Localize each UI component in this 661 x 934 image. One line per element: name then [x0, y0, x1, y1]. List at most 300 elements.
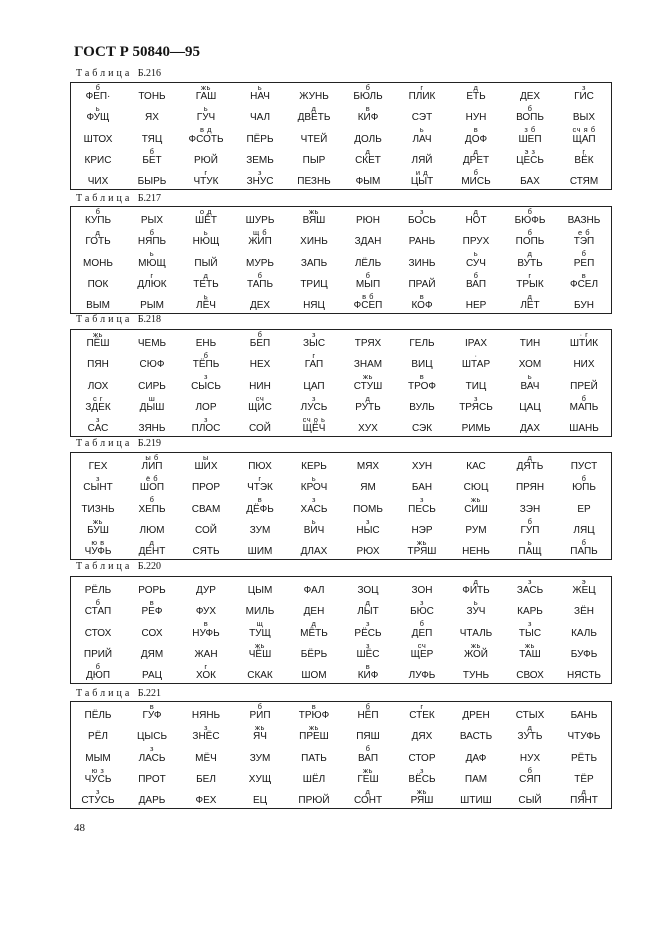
table-word: РЮН: [356, 215, 380, 227]
transcription-marks: жь: [309, 723, 319, 733]
table-word: СЯП: [519, 773, 541, 785]
table-word: СЮЦ: [463, 482, 489, 494]
table-cell: [503, 83, 557, 104]
table-word: ЖИП: [248, 236, 272, 248]
table-cell: [125, 372, 179, 393]
table-cell: [503, 168, 557, 189]
table-word: ФУХ: [195, 606, 217, 618]
table-word: ЛЕТ: [520, 300, 540, 311]
table-cell: [395, 415, 449, 436]
table-cell: [557, 517, 611, 538]
transcription-marks: б: [473, 167, 479, 177]
table-word: СЯТЬ: [192, 546, 220, 557]
table-cell: [395, 292, 449, 313]
table-cell: [179, 415, 233, 436]
table-word: СИРЬ: [138, 380, 166, 392]
transcription-marks: жь: [417, 786, 427, 796]
table-cell: [449, 538, 503, 559]
table-caption-word: Таблица: [76, 314, 138, 325]
table-word: РЁЛ: [88, 731, 108, 743]
table-word: ДЕХ: [519, 91, 541, 103]
transcription-marks: д: [527, 291, 533, 301]
table-cell: [449, 330, 503, 351]
word-grid: [71, 207, 611, 313]
table-cell: [449, 168, 503, 189]
transcription-marks: жь: [525, 640, 535, 650]
table-cell: [179, 766, 233, 787]
table-cell: [233, 228, 287, 249]
transcription-marks: з: [204, 414, 208, 424]
transcription-marks: в: [419, 291, 425, 301]
table-word: ФУЩ: [86, 112, 110, 124]
table-cell: [287, 495, 341, 516]
transcription-marks: г: [420, 702, 424, 711]
table-word: ХИНЬ: [300, 236, 328, 248]
table-cell: [233, 394, 287, 415]
table-cell: [287, 598, 341, 619]
transcription-marks: з: [528, 619, 532, 629]
table-cell: [341, 394, 395, 415]
table-word: РИП: [249, 710, 271, 722]
table-word: СВАМ: [191, 503, 221, 515]
table-word: ПРЯН: [515, 482, 545, 494]
transcription-marks: г: [150, 270, 154, 280]
table-word: МЁЧ: [195, 752, 217, 764]
table-word: ДЯХ: [411, 731, 433, 743]
table-cell: [395, 598, 449, 619]
table-cell: [125, 292, 179, 313]
table-cell: [287, 453, 341, 474]
transcription-marks: сч я б: [572, 125, 596, 135]
table-word: ГАШ: [195, 91, 217, 103]
table-word: ЧТАЛЬ: [459, 627, 493, 639]
table-cell: [557, 104, 611, 125]
table-word: ПЯНТ: [570, 795, 598, 806]
table-cell: [125, 351, 179, 372]
table-word: ЛОР: [195, 401, 217, 413]
table-cell: [341, 495, 395, 516]
table-word: ШЁЛ: [302, 773, 326, 785]
transcription-marks: д: [527, 723, 533, 733]
table-word: ДЯМ: [140, 648, 164, 660]
table-cell: [233, 517, 287, 538]
table-cell: [287, 207, 341, 228]
table-word: ЯМ: [360, 482, 376, 494]
table-cell: [395, 766, 449, 787]
table-word: МОНЬ: [83, 257, 113, 269]
table-cell: [503, 125, 557, 146]
table-number: Б.216: [137, 68, 162, 79]
table-word: МАПЬ: [569, 401, 599, 413]
table-word: РЕП: [573, 257, 595, 269]
table-cell: [179, 662, 233, 683]
table-cell: [233, 168, 287, 189]
table-word: ЩИС: [248, 401, 272, 413]
table-cell: [179, 744, 233, 765]
table-cell: [287, 168, 341, 189]
table-word: БАН: [411, 482, 433, 494]
table-word: ЦАЦ: [519, 401, 541, 413]
table-word: ЗУМ: [249, 752, 271, 764]
transcription-marks: з: [96, 786, 100, 796]
table-cell: [449, 394, 503, 415]
transcription-marks: ы б: [145, 453, 159, 462]
table-word: ТУНЬ: [462, 670, 490, 681]
table-cell: [557, 787, 611, 808]
transcription-marks: ы: [203, 453, 209, 462]
table-word: ЛЯЦ: [573, 524, 595, 536]
table-cell: [233, 104, 287, 125]
table-word: ПЯШ: [356, 731, 380, 743]
table-cell: [557, 83, 611, 104]
table-word: ЦЫТ: [410, 176, 434, 187]
transcription-marks: з: [420, 207, 424, 216]
table-word: РЮЙ: [194, 154, 218, 166]
table-cell: [449, 228, 503, 249]
table-word: ГЕЛЬ: [409, 338, 435, 350]
table-word: РУТЬ: [355, 401, 381, 413]
table-cell: [71, 147, 125, 168]
table-word: НЮЩ: [192, 236, 220, 248]
table-cell: [557, 598, 611, 619]
table-word: ЦЕСЬ: [516, 154, 544, 166]
table-cell: [179, 292, 233, 313]
table-cell: [503, 249, 557, 270]
table-word: НЕХ: [249, 359, 271, 371]
table-cell: [557, 577, 611, 598]
table-cell: [287, 271, 341, 292]
table-word: ЛАСЬ: [138, 752, 166, 764]
table-cell: [449, 249, 503, 270]
table-word: ПРУХ: [462, 236, 490, 248]
table-cell: [395, 577, 449, 598]
table-cell: [395, 249, 449, 270]
table-cell: [233, 207, 287, 228]
table-word: СЫСЬ: [191, 380, 221, 392]
table-cell: [71, 228, 125, 249]
table-word: ПОМЬ: [353, 503, 383, 515]
table-word: ГУФ: [142, 710, 162, 722]
table-word: ШИХ: [194, 461, 218, 473]
table-caption: [76, 193, 161, 204]
transcription-marks: з: [96, 414, 100, 424]
table-word: ФИТЬ: [462, 585, 490, 597]
table-cell: [125, 147, 179, 168]
transcription-marks: б: [527, 516, 533, 526]
table-word: ЩЕР: [410, 648, 434, 660]
table-cell: [125, 723, 179, 744]
table-cell: [287, 577, 341, 598]
table-word: ЯЧ: [253, 731, 267, 743]
table-cell: [71, 394, 125, 415]
transcription-marks: д: [311, 104, 317, 114]
table-word: ЖОЙ: [464, 648, 488, 660]
table-cell: [449, 104, 503, 125]
table-word: МЯХ: [356, 461, 380, 473]
word-table: [70, 206, 612, 314]
table-cell: [503, 766, 557, 787]
table-cell: [341, 83, 395, 104]
table-word: ТРЮФ: [298, 710, 330, 722]
table-word: ШУРЬ: [245, 215, 275, 227]
table-word: ЧТЭК: [247, 482, 273, 494]
table-cell: [395, 641, 449, 662]
table-word: СОХ: [141, 627, 163, 639]
table-cell: [395, 662, 449, 683]
table-cell: [395, 702, 449, 723]
table-cell: [287, 619, 341, 640]
table-cell: [125, 702, 179, 723]
transcription-marks: з: [366, 516, 370, 526]
table-cell: [287, 83, 341, 104]
table-caption: [76, 68, 161, 79]
transcription-marks: э: [581, 577, 587, 586]
table-cell: [557, 228, 611, 249]
page-number: 48: [74, 822, 85, 834]
table-cell: [71, 766, 125, 787]
table-word: РАНЬ: [408, 236, 436, 248]
table-word: ДЮП: [85, 670, 111, 681]
table-cell: [395, 207, 449, 228]
word-grid: [71, 453, 611, 559]
table-cell: [503, 577, 557, 598]
table-word: СВОХ: [516, 670, 544, 681]
table-word: СУЧ: [466, 257, 486, 269]
table-caption-word: Таблица: [76, 438, 138, 449]
transcription-marks: б: [473, 270, 479, 280]
table-word: ТРЯШ: [407, 546, 437, 557]
table-word: ВУТЬ: [517, 257, 543, 269]
table-cell: [179, 538, 233, 559]
table-cell: [287, 517, 341, 538]
table-cell: [341, 372, 395, 393]
table-cell: [125, 125, 179, 146]
table-word: МИЛЬ: [245, 606, 275, 618]
table-word: ПАПЬ: [570, 546, 598, 557]
transcription-marks: б: [257, 270, 263, 280]
table-word: БЕП: [249, 338, 271, 350]
table-word: КАС: [466, 461, 486, 473]
transcription-marks: в: [419, 372, 425, 382]
table-word: НЯСТЬ: [566, 670, 601, 681]
transcription-marks: в д: [200, 125, 212, 135]
word-grid: [71, 577, 611, 683]
table-word: ВАЧ: [520, 380, 540, 392]
table-cell: [395, 619, 449, 640]
transcription-marks: щ: [256, 619, 264, 629]
table-cell: [233, 495, 287, 516]
table-word: ТУЩ: [249, 627, 271, 639]
transcription-marks: в б: [362, 291, 374, 301]
table-cell: [179, 372, 233, 393]
table-cell: [71, 168, 125, 189]
table-word: МЫП: [355, 278, 381, 290]
table-cell: [341, 517, 395, 538]
table-word: МИСЬ: [461, 176, 491, 187]
table-cell: [557, 538, 611, 559]
table-cell: [557, 207, 611, 228]
table-word: РИМЬ: [461, 423, 491, 434]
table-word: ПЮХ: [248, 461, 272, 473]
table-word: ЗАПЬ: [300, 257, 328, 269]
table-cell: [125, 415, 179, 436]
table-word: ТЫС: [518, 627, 542, 639]
transcription-marks: д: [527, 453, 533, 462]
transcription-marks: б: [257, 330, 263, 339]
table-cell: [125, 538, 179, 559]
table-cell: [395, 147, 449, 168]
table-word: ТРЯХ: [354, 338, 382, 350]
table-word: ЧУСЬ: [84, 773, 112, 785]
table-cell: [557, 394, 611, 415]
table-cell: [287, 372, 341, 393]
table-cell: [449, 125, 503, 146]
table-word: ЗАСЬ: [516, 585, 544, 597]
transcription-marks: ь: [203, 291, 209, 301]
table-word: КАЛЬ: [571, 627, 597, 639]
transcription-marks: д: [365, 598, 371, 608]
table-word: ПЯН: [87, 359, 109, 371]
table-cell: [71, 787, 125, 808]
table-word: ЕР: [577, 503, 591, 515]
table-cell: [233, 271, 287, 292]
table-cell: [125, 168, 179, 189]
transcription-marks: г: [258, 474, 262, 484]
transcription-marks: б: [527, 104, 533, 114]
transcription-marks: д: [365, 146, 371, 156]
table-word: КИФ: [357, 112, 379, 124]
table-word: ГИС: [574, 91, 594, 103]
table-cell: [125, 271, 179, 292]
transcription-marks: г: [312, 351, 316, 361]
table-cell: [557, 744, 611, 765]
table-cell: [125, 249, 179, 270]
table-word: ШОМ: [301, 670, 327, 681]
table-word: СЫНТ: [83, 482, 113, 494]
transcription-marks: ь: [203, 104, 209, 114]
table-word: ХУХ: [358, 423, 378, 434]
table-word: ФСОТЬ: [188, 133, 224, 145]
table-word: ШТАР: [461, 359, 491, 371]
table-word: МЁТЬ: [300, 627, 328, 639]
transcription-marks: в: [581, 270, 587, 280]
table-cell: [233, 619, 287, 640]
table-cell: [71, 453, 125, 474]
table-word: ДЁФЬ: [246, 503, 274, 515]
table-word: ЗЁН: [574, 606, 594, 618]
table-word: ШИМ: [247, 546, 273, 557]
table-cell: [287, 125, 341, 146]
table-cell: [395, 474, 449, 495]
table-cell: [71, 474, 125, 495]
table-cell: [449, 372, 503, 393]
table-cell: [503, 104, 557, 125]
table-word: СТОХ: [84, 627, 112, 639]
table-word: ПРОР: [191, 482, 221, 494]
table-cell: [71, 292, 125, 313]
table-cell: [449, 662, 503, 683]
table-cell: [341, 619, 395, 640]
word-grid: [71, 83, 611, 189]
transcription-marks: жь: [255, 723, 265, 733]
table-word: БЕЛ: [196, 773, 216, 785]
table-word: НУХ: [519, 752, 541, 764]
table-word: ЧТЕЙ: [300, 133, 328, 145]
table-cell: [233, 787, 287, 808]
table-cell: [395, 787, 449, 808]
table-word: ТОНЬ: [138, 91, 166, 103]
table-word: ВЁК: [574, 154, 594, 166]
table-word: НЁП: [357, 710, 379, 722]
table-word: РЫХ: [140, 215, 164, 227]
table-word: СТЫХ: [515, 710, 545, 722]
table-word: ПЁШ: [86, 338, 110, 350]
transcription-marks: з: [204, 372, 208, 382]
transcription-marks: з: [366, 619, 370, 629]
table-cell: [503, 147, 557, 168]
table-cell: [179, 147, 233, 168]
transcription-marks: д: [581, 786, 587, 796]
table-word: ЛОХ: [87, 380, 109, 392]
table-cell: [449, 744, 503, 765]
table-word: ФЫМ: [355, 176, 381, 187]
transcription-marks: б: [203, 351, 209, 361]
table-word: СЫЙ: [518, 795, 542, 806]
table-word: НАЧ: [250, 91, 270, 103]
table-cell: [557, 330, 611, 351]
table-cell: [125, 104, 179, 125]
table-word: ЗОН: [411, 585, 433, 597]
transcription-marks: з: [420, 598, 424, 608]
table-cell: [71, 662, 125, 683]
table-caption-word: Таблица: [76, 193, 138, 204]
table-cell: [125, 662, 179, 683]
table-cell: [449, 147, 503, 168]
table-cell: [341, 702, 395, 723]
table-word: ПРАЙ: [408, 278, 436, 290]
transcription-marks: жь: [255, 640, 265, 650]
transcription-marks: в: [203, 619, 209, 629]
table-word: ШТИШ: [460, 795, 492, 806]
table-cell: [233, 662, 287, 683]
table-word: ДОЛЬ: [354, 133, 382, 145]
table-word: ХАСЬ: [300, 503, 328, 515]
table-cell: [341, 147, 395, 168]
table-word: ГАП: [304, 359, 324, 371]
table-word: ЗУТЬ: [517, 731, 543, 743]
table-word: ЗЫС: [302, 338, 326, 350]
table-word: ВАЗНЬ: [567, 215, 601, 227]
table-cell: [557, 453, 611, 474]
table-cell: [503, 619, 557, 640]
table-word: БУШ: [87, 524, 109, 536]
table-word: БАХ: [520, 176, 540, 187]
table-word: ТИЗНЬ: [81, 503, 115, 515]
table-cell: [125, 495, 179, 516]
table-cell: [449, 83, 503, 104]
table-word: СТУСЬ: [81, 795, 115, 806]
table-cell: [557, 168, 611, 189]
table-word: ЗЯНЬ: [138, 423, 166, 434]
table-cell: [503, 415, 557, 436]
table-word: ТЁР: [574, 773, 594, 785]
table-word: ДЫШ: [139, 401, 165, 413]
table-word: ЗИНЬ: [408, 257, 436, 269]
table-cell: [449, 495, 503, 516]
table-cell: [449, 474, 503, 495]
transcription-marks: в: [149, 702, 155, 711]
table-cell: [287, 744, 341, 765]
